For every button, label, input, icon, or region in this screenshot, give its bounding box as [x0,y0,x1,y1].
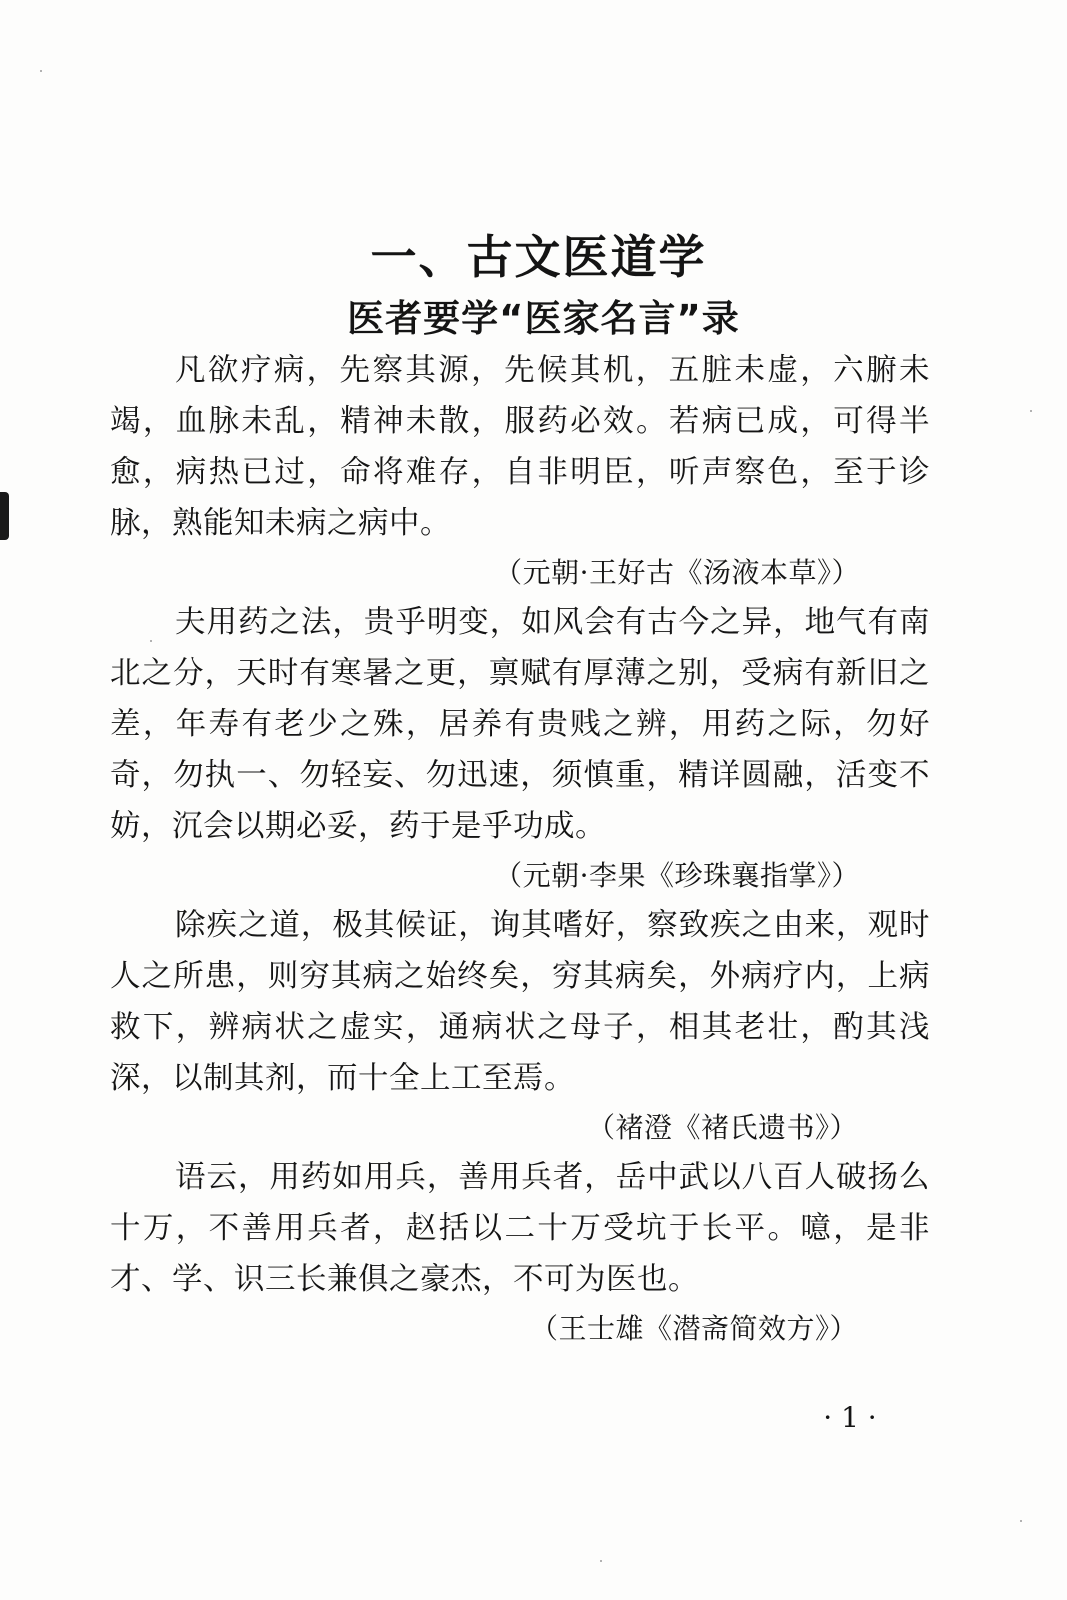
quote-text: 夫用药之法，贵乎明变，如风会有古今之异，地气有南北之分，天时有寒暑之更，禀赋有厚薄之别，受病有新旧之差，年寿有老少之殊，居养有贵贱之辨，用药之际，勿好奇，勿执一、勿轻妄、勿迅速，须慎重，精详圆融，活变不妨，沉会以期必妥，药于是乎功成。 [110,605,930,844]
scan-speck [40,70,42,72]
quote-text: 除疾之道，极其候证，询其嗜好，察致疾之由来，观时人之所患，则穷其病之始终矣，穷其病矣，外病疗内，上病救下，辨病状之虚实，通病状之母子，相其老壮，酌其浅深，以制其剂，而十全上工至焉。 [110,908,930,1096]
quote-source: （褚澄《褚氏遗书》） [586,1111,858,1144]
quote-text: 凡欲疗病，先察其源，先候其机，五脏未虚，六腑未竭，血脉未乱，精神未散，服药必效。若病已成，可得半愈，病热已过，命将难存，自非明臣，听声察色，至于诊脉，熟能知未病之病中。 [110,353,930,541]
section-subtitle: 医者要学“医家名言”录 [347,296,740,340]
quote-source: （元朝·王好古《汤液本草》） [494,556,860,589]
binding-mark [0,492,9,540]
scan-speck [1030,410,1032,412]
quotes-body [110,345,930,1353]
quote-source: （元朝·李果《珍珠襄指掌》） [494,859,860,892]
scan-speck [1020,1520,1022,1522]
quote-text: 语云，用药如用兵，善用兵者，岳中武以八百人破扬么十万，不善用兵者，赵括以二十万受坑于长平。噫，是非才、学、识三长兼俱之豪杰，不可为医也。 [110,1160,930,1297]
quote-source: （王士雄《潜斋简效方》） [529,1312,858,1345]
scan-speck [600,1560,602,1562]
chapter-title: 一、古文医道学 [370,229,707,284]
page-number: · 1 · [823,1401,877,1434]
